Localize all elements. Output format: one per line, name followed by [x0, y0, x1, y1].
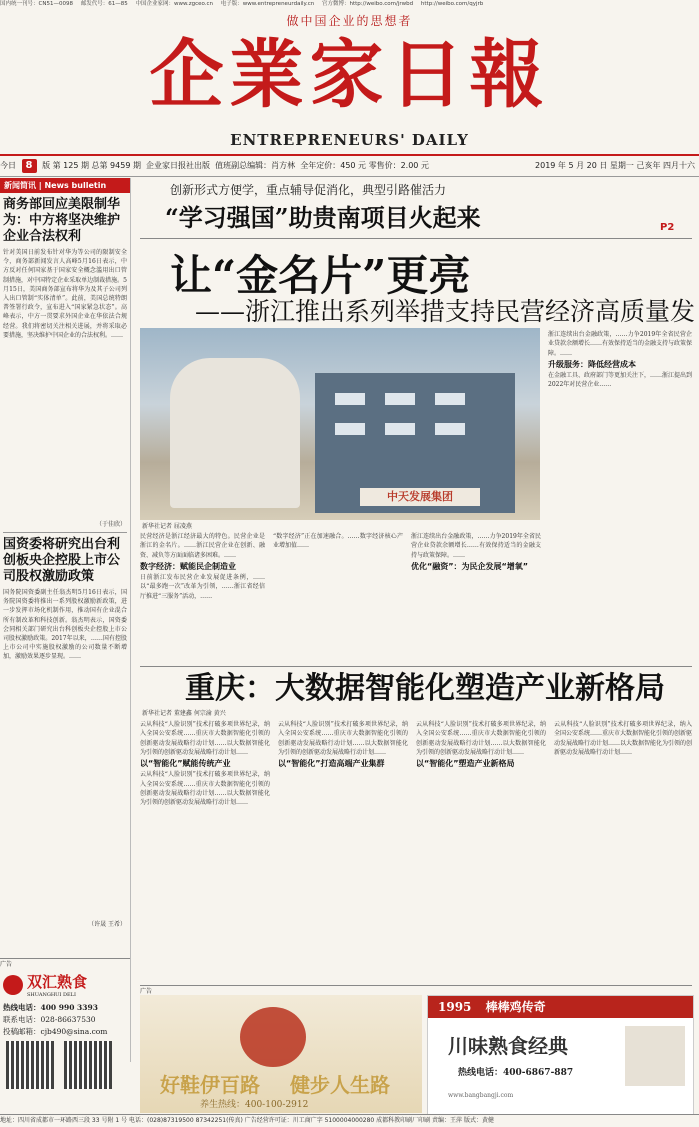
article-text: 浙江连续出台金融政策，……力争2019年全省民营企业贷款余额增长……有效保持适当的金融支持与政策保障。……: [548, 331, 692, 357]
bulletin-body-1: 针对美国日前发布针对华为等公司的限制安全令，商务部新闻发言人高峰5月16日表示，中方反对任何国家基于国家安全概念滥用出口管制措施，对中国特定企业采取单边制裁措施。5月15日，美国商务部宣布将华为及其子公司列入出口管制“实体清单”。此前，美国总统特朗普签署行政令，宣布进入“国家紧急状态”。高峰表示，中方一贯要求外国企业在华依法合规经营。我们将密切关注相关进展，并将采取必要措施，坚决维护中国企业的合法权利。……: [3, 249, 127, 339]
bulletin-byline-1: （于佳欣）: [95, 521, 126, 528]
divider: [140, 238, 692, 239]
article-subhead: 以“智能化”赋能传统产业: [140, 759, 231, 769]
lead-headline[interactable]: “学习强国”助贵南项目火起来: [165, 203, 481, 232]
topbar-item: 邮发代号：61—85: [80, 1, 128, 7]
footer: 地址：四川省成都市一环路西三段 33 号附 1 号 电话：(028)87319500 87342251(传真) 广告经营许可证：川工商广字 5100004000280 成都科教印刷厂印刷 责编：王萍 版式：黄健: [0, 1114, 699, 1127]
article-text: 云从科技“人脸识别”技术打破多项世界纪录，纳入全国公安系统……重庆市大数据智能化引领的创新驱动发展战略行动计划……以大数据智能化为引领的创新驱动发展战略行动计划……: [554, 721, 692, 756]
edition-info: 版 第 125 期 总第 9459 期: [42, 161, 141, 170]
article-column-3: [411, 532, 541, 662]
building-illustration: [170, 358, 300, 508]
shoe-hotline: 养生热线：400-100-2912: [200, 1100, 309, 1110]
article-text: 云从科技“人脸识别”技术打破多项世界纪录，纳入全国公安系统……重庆市大数据智能化引领的创新驱动发展战略行动计划……以大数据智能化为引领的创新驱动发展战略行动计划……: [140, 771, 270, 807]
photo-caption: 新华社记者 屈凌燕: [142, 523, 192, 530]
qr-code-icon[interactable]: [6, 1041, 54, 1089]
bulletin-headline-2[interactable]: 国资委将研究出台利创板央企控股上市公司股权激励政策: [3, 537, 121, 584]
cq-byline: 新华社记者 董建鑫 何宗渝 黄兴: [142, 710, 226, 717]
page-reference[interactable]: P2: [660, 222, 675, 233]
left-advertisement[interactable]: [0, 958, 130, 1058]
article-text: 浙江连续出台金融政策，……力争2019年全省民营企业贷款余额增长……有效保持适当的金融支持与政策保障。……: [411, 533, 541, 559]
duty-editor: 值班副总编辑：肖方林: [215, 161, 296, 170]
deli-title: 川味熟食经典: [448, 1034, 568, 1058]
deli-website[interactable]: www.bangbangji.com: [448, 1092, 514, 1099]
main-headline[interactable]: 让“金名片”更亮: [170, 251, 471, 300]
shoe-title: 好鞋伊百路: [160, 1073, 260, 1097]
ad-label: 广告: [140, 985, 692, 995]
ad-label: 广告: [0, 958, 130, 968]
article-subhead: 数字经济：赋能民企制造业: [140, 561, 236, 571]
bulletin-byline-2: （许晟 王希）: [88, 921, 126, 928]
bulletin-body-2: 国务院国资委副主任翁杰明5月16日表示，国务院国资委将推出一系列股权激励新政策，进一步发挥市场化机制作用，推动国有企业混合所有制改革和科技创新。翁杰明表示，国资委会同相关部门研究出台科创板央企控股上市公司股权激励政策。2017年以来，……国有控股上市公司中实施股权激励的公司数量不断增加，激励效果逐步显现。……: [3, 589, 127, 661]
shoe-ad[interactable]: [140, 995, 422, 1113]
brand-seal-icon: [240, 1007, 306, 1067]
article-text: 云从科技“人脸识别”技术打破多项世界纪录，纳入全国公安系统……重庆市大数据智能化引领的创新驱动发展战略行动计划……以大数据智能化为引领的创新驱动发展战略行动计划……: [416, 721, 546, 756]
main-photo: [140, 328, 540, 520]
article-column-2: [273, 532, 403, 662]
publisher: 企业家日报社出版: [146, 161, 211, 170]
article-column-4: [548, 330, 692, 660]
cq-column-4: [554, 720, 692, 975]
shoe-slogan: 健步人生路: [290, 1073, 390, 1097]
qr-code-icon[interactable]: [64, 1041, 112, 1089]
ad-brand: 双汇熟食: [27, 973, 88, 991]
contact-phone: 联系电话：028-86637530: [3, 1015, 96, 1024]
hotline: 热线电话：400 990 3393: [3, 1003, 98, 1012]
section-label: 新闻简讯 | News bulletin: [0, 178, 130, 193]
article-subhead: 以“智能化”打造高端产业集群: [278, 759, 385, 769]
deli-brand: 棒棒鸡传奇: [485, 1000, 546, 1014]
top-info-bar: [0, 0, 699, 9]
cq-column-1: [140, 720, 270, 975]
slogan: 做中国企业的思想者: [286, 14, 413, 28]
topbar-item: 国内统一刊号：CN51—0098: [0, 1, 73, 7]
issue-info-bar: [0, 154, 699, 177]
masthead-english: ENTREPRENEURS' DAILY: [230, 131, 469, 149]
article-text: 日前浙江发布民营企业发展促进条例，……以“最多跑一次”改革为引领，……浙江省经信厅推进“三服务”活动，……: [140, 574, 265, 600]
lead-kicker: 创新形式方便学，重点辅导促消化，典型引路催活力: [170, 183, 447, 197]
cq-column-2: [278, 720, 408, 975]
article-column-1: [140, 532, 265, 662]
price: 全年定价：450 元 零售价：2.00 元: [300, 161, 429, 170]
article-subhead: 以“智能化”塑造产业新格局: [416, 759, 515, 769]
article-subhead: 升级服务：降低经营成本: [548, 359, 636, 369]
divider: [3, 532, 127, 533]
ad-brand-en: SHUANGHUI DELI: [27, 992, 76, 998]
shuanghui-logo-icon: [3, 975, 23, 995]
article-subhead: 优化“融资”：为民企发展“增氧”: [411, 561, 529, 571]
masthead-logo: 企業家日報: [149, 32, 550, 118]
page-count-badge: 8: [22, 159, 37, 173]
bulletin-headline-1[interactable]: 商务部回应美限制华为：中方将坚决维护企业合法权利: [3, 197, 121, 244]
topbar-item: 中国企业家网：www.zgceo.cn: [135, 1, 214, 7]
topbar-item: 官方微博：http://weibo.com/jrwbd: [322, 1, 414, 7]
topbar-item: 电子版：www.entrepreneurdaily.cn: [220, 1, 315, 7]
main-subheadline: ——浙江推出系列举措支持民营经济高质量发: [195, 297, 696, 326]
article-text: 在金融工具、政府部门等更加关注下，……浙江提出到2022年对民营企业……: [548, 372, 692, 389]
deli-ad[interactable]: [427, 995, 694, 1115]
deli-hotline: 热线电话：400-6867-887: [458, 1068, 574, 1078]
article-text: 云从科技“人脸识别”技术打破多项世界纪录，纳入全国公安系统……重庆市大数据智能化引领的创新驱动发展战略行动计划……以大数据智能化为引领的创新驱动发展战略行动计划……: [140, 721, 270, 756]
article-text: 云从科技“人脸识别”技术打破多项世界纪录，纳入全国公安系统……重庆市大数据智能化引领的创新驱动发展战略行动计划……以大数据智能化为引领的创新驱动发展战略行动计划……: [278, 721, 408, 756]
deli-year: 1995: [438, 1000, 472, 1014]
bottom-advertisement[interactable]: [140, 985, 692, 1125]
cq-column-3: [416, 720, 546, 975]
today-label: 今日: [0, 161, 16, 170]
article-text: “数字经济”正在加速融合。……数字经济核心产业增加值……: [273, 533, 403, 550]
article-text: 民营经济是浙江经济最大的特色。民营企业是浙江的金名片。……浙江民营企业在创新、融资、减负等方面面临诸多困难。……: [140, 533, 265, 559]
issue-date: 2019 年 5 月 20 日 星期一 己亥年 四月十六: [535, 161, 695, 170]
contribution-email: 投稿邮箱：cjb490@sina.com: [3, 1027, 108, 1036]
storefront-image: [625, 1026, 685, 1086]
photo-sign: 中天发展集团: [360, 488, 480, 506]
divider: [140, 666, 692, 667]
cq-headline[interactable]: 重庆：大数据智能化塑造产业新格局: [185, 671, 665, 706]
news-bulletin-column: [0, 178, 131, 1062]
topbar-item: http://weibo.com/qyjrb: [420, 1, 484, 7]
